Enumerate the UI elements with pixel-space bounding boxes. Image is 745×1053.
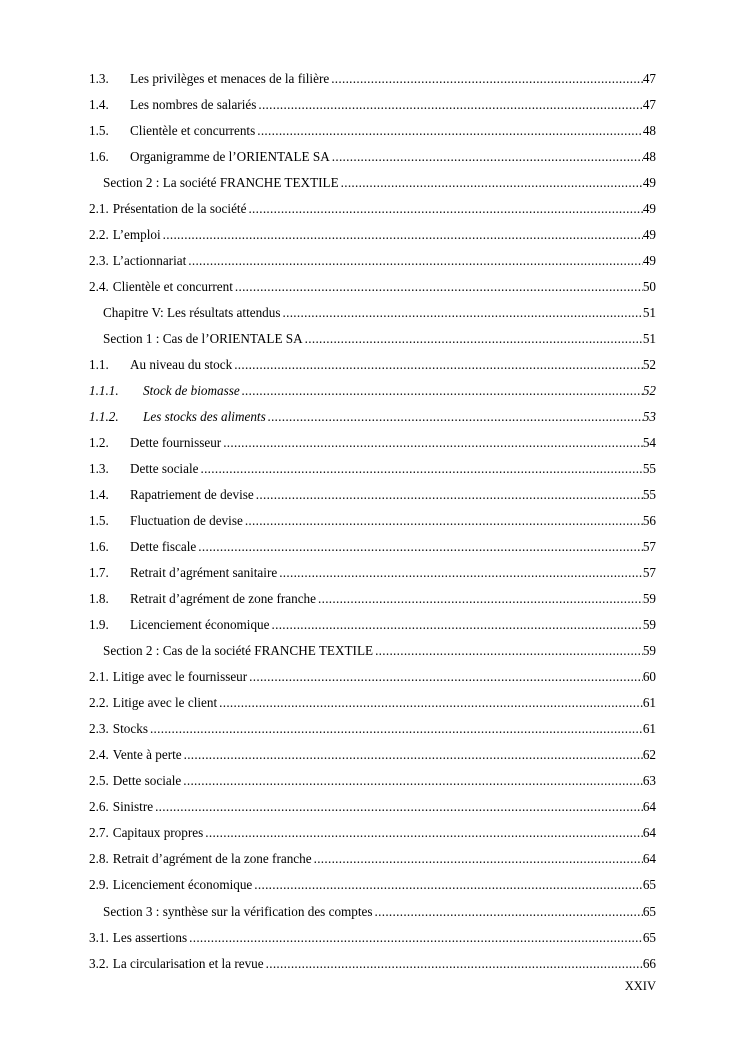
toc-entry-number: 1.1.2. xyxy=(89,409,119,425)
toc-entry[interactable] xyxy=(89,300,656,326)
dot-leader xyxy=(198,539,643,555)
toc-entry-title: Capitaux propres xyxy=(112,825,204,841)
toc-entry-page: 66 xyxy=(642,955,656,971)
toc-entry[interactable] xyxy=(89,170,656,196)
toc-entry-page: 60 xyxy=(642,669,656,685)
toc-entry[interactable] xyxy=(89,118,656,144)
toc-entry-number: 1.5. xyxy=(89,123,109,139)
dot-leader xyxy=(332,149,643,165)
toc-entry[interactable] xyxy=(89,352,656,378)
toc-entry-number: 2.8. xyxy=(89,851,109,867)
toc-entry[interactable] xyxy=(89,66,656,92)
toc-entry[interactable] xyxy=(89,222,656,248)
toc-entry-number: 1.3. xyxy=(89,71,109,86)
toc-entry-page: 48 xyxy=(642,149,656,165)
toc-entry-title: Les privilèges et menaces de la filière xyxy=(130,71,330,86)
toc-entry-page: 50 xyxy=(642,279,656,295)
toc-entry-number: 2.9. xyxy=(89,877,109,893)
toc-entry-page: 64 xyxy=(642,825,656,841)
toc-entry-page: 59 xyxy=(642,643,656,659)
dot-leader xyxy=(183,773,643,789)
toc-entry-title: La circularisation et la revue xyxy=(112,955,264,971)
toc-entry-title: Rapatriement de devise xyxy=(130,487,254,503)
dot-leader xyxy=(258,97,642,113)
dot-leader xyxy=(189,930,643,946)
toc-entry-title: Dette fournisseur xyxy=(130,435,222,451)
toc-entry-title: Retrait d’agrément sanitaire xyxy=(130,565,278,581)
toc-entry-number: 1.4. xyxy=(89,487,109,503)
dot-leader xyxy=(254,877,643,893)
toc-entry-title: Au niveau du stock xyxy=(130,357,233,373)
table-of-contents xyxy=(89,66,656,977)
toc-entry-title: L’actionnariat xyxy=(112,253,187,269)
toc-entry-page: 52 xyxy=(642,357,656,373)
dot-leader xyxy=(150,721,643,737)
toc-entry-page: 61 xyxy=(642,695,656,711)
toc-entry-number: 1.7. xyxy=(89,565,109,581)
toc-entry[interactable] xyxy=(89,274,656,300)
toc-entry-page: 65 xyxy=(642,877,656,893)
toc-entry[interactable] xyxy=(89,456,656,482)
dot-leader xyxy=(249,669,643,685)
dot-leader xyxy=(234,357,643,373)
toc-entry-title: Section 2 : Cas de la société FRANCHE TEXTILE xyxy=(103,643,374,659)
toc-entry-page: 49 xyxy=(642,175,656,191)
dot-leader xyxy=(314,851,643,867)
dot-leader xyxy=(375,643,643,659)
toc-entry-title: Section 2 : La société FRANCHE TEXTILE xyxy=(103,175,339,191)
toc-entry-number: 2.6. xyxy=(89,799,109,815)
toc-entry[interactable] xyxy=(89,690,656,716)
toc-entry-page: 56 xyxy=(642,513,656,529)
toc-entry[interactable] xyxy=(89,846,656,872)
toc-entry-number: 1.2. xyxy=(89,435,109,451)
toc-entry-page: 65 xyxy=(642,929,656,945)
toc-entry[interactable] xyxy=(89,925,656,951)
toc-entry-title: Les assertions xyxy=(112,929,188,945)
toc-entry[interactable] xyxy=(89,794,656,820)
toc-entry-page: 53 xyxy=(642,409,656,425)
toc-entry-title: Organigramme de l’ORIENTALE SA xyxy=(130,149,330,165)
dot-leader xyxy=(155,799,643,815)
toc-entry-title: Les stocks des aliments xyxy=(143,409,266,425)
toc-entry-number: 1.5. xyxy=(89,513,109,529)
toc-entry-title: Litige avec le fournisseur xyxy=(112,669,248,685)
dot-leader xyxy=(184,747,643,763)
toc-entry-number: 1.9. xyxy=(89,617,109,633)
toc-entry-number: 2.2. xyxy=(89,227,109,243)
toc-entry-page: 62 xyxy=(642,747,656,763)
toc-entry-title: Retrait d’agrément de zone franche xyxy=(130,591,316,607)
toc-entry-title: L’emploi xyxy=(112,227,161,243)
dot-leader xyxy=(279,565,643,581)
toc-entry[interactable] xyxy=(89,742,656,768)
toc-entry-page: 64 xyxy=(642,799,656,815)
toc-entry-page: 57 xyxy=(642,539,656,555)
toc-entry[interactable] xyxy=(89,404,656,430)
dot-leader xyxy=(318,591,643,607)
dot-leader xyxy=(223,435,643,451)
dot-leader xyxy=(188,253,643,269)
toc-entry-number: 2.1. xyxy=(89,669,109,685)
dot-leader xyxy=(219,695,643,711)
toc-entry-title: Section 1 : Cas de l’ORIENTALE SA xyxy=(103,331,303,347)
toc-entry-number: 2.4. xyxy=(89,747,109,763)
toc-entry-number: 2.3. xyxy=(89,721,109,737)
toc-entry[interactable] xyxy=(89,899,656,925)
toc-entry-number: 2.7. xyxy=(89,825,109,841)
toc-entry[interactable] xyxy=(89,560,656,586)
toc-entry-page: 63 xyxy=(642,773,656,789)
dot-leader xyxy=(248,201,642,217)
toc-entry-title: Retrait d’agrément de la zone franche xyxy=(112,851,312,867)
toc-entry-title: Dette fiscale xyxy=(130,539,197,555)
toc-entry[interactable] xyxy=(89,430,656,456)
toc-entry-title: Licenciement économique xyxy=(130,617,270,633)
dot-leader xyxy=(266,956,643,972)
dot-leader xyxy=(242,383,643,399)
toc-entry-title: Présentation de la société xyxy=(112,201,247,217)
toc-entry-number: 1.6. xyxy=(89,539,109,555)
toc-entry-number: 2.5. xyxy=(89,773,109,789)
toc-entry[interactable] xyxy=(89,144,656,170)
toc-entry-page: 47 xyxy=(642,71,656,86)
dot-leader xyxy=(235,279,643,295)
toc-entry-page: 51 xyxy=(642,305,656,321)
toc-entry[interactable] xyxy=(89,248,656,274)
toc-entry-title: Clientèle et concurrent xyxy=(112,279,233,295)
toc-entry-number: 2.2. xyxy=(89,695,109,711)
toc-entry-title: Clientèle et concurrents xyxy=(130,123,256,139)
toc-entry-title: Chapitre V: Les résultats attendus xyxy=(103,305,281,321)
toc-entry[interactable] xyxy=(89,196,656,222)
toc-entry-title: Sinistre xyxy=(112,799,154,815)
toc-entry[interactable] xyxy=(89,768,656,794)
dot-leader xyxy=(256,487,643,503)
toc-entry-title: Licenciement économique xyxy=(112,877,253,893)
toc-entry-title: Dette sociale xyxy=(130,461,199,477)
toc-entry-page: 65 xyxy=(642,903,656,919)
dot-leader xyxy=(272,617,643,633)
toc-entry-page: 49 xyxy=(642,227,656,243)
toc-entry-title: Fluctuation de devise xyxy=(130,513,243,529)
toc-entry[interactable] xyxy=(89,872,656,898)
toc-entry[interactable] xyxy=(89,638,656,664)
dot-leader xyxy=(257,123,643,139)
toc-entry-title: Litige avec le client xyxy=(112,695,218,711)
toc-entry[interactable] xyxy=(89,378,656,404)
dot-leader xyxy=(268,409,643,425)
dot-leader xyxy=(341,175,643,191)
toc-entry-page: 49 xyxy=(642,201,656,217)
toc-entry-page: 52 xyxy=(642,383,656,399)
toc-entry[interactable] xyxy=(89,326,656,352)
toc-entry-number: 1.4. xyxy=(89,97,109,113)
toc-entry-title: Les nombres de salariés xyxy=(130,97,257,113)
toc-entry-page: 59 xyxy=(642,591,656,607)
toc-entry-title: Stocks xyxy=(112,721,148,737)
toc-entry-number: 3.2. xyxy=(89,955,109,971)
toc-entry[interactable] xyxy=(89,664,656,690)
toc-entry[interactable] xyxy=(89,508,656,534)
toc-entry[interactable] xyxy=(89,482,656,508)
toc-entry-page: 57 xyxy=(642,565,656,581)
toc-entry[interactable] xyxy=(89,92,656,118)
dot-leader xyxy=(200,461,642,477)
dot-leader xyxy=(163,227,643,243)
toc-entry-number: 2.3. xyxy=(89,253,109,269)
toc-entry-page: 51 xyxy=(642,331,656,347)
page-number: XXIV xyxy=(624,979,656,993)
toc-entry-page: 55 xyxy=(642,461,656,477)
dot-leader xyxy=(305,331,643,347)
toc-entry-page: 64 xyxy=(642,851,656,867)
toc-entry[interactable] xyxy=(89,612,656,638)
toc-entry-number: 2.1. xyxy=(89,201,109,217)
toc-entry-page: 54 xyxy=(642,435,656,451)
toc-entry-title: Vente à perte xyxy=(112,747,182,763)
dot-leader xyxy=(283,305,643,321)
toc-entry-title: Stock de biomasse xyxy=(143,383,240,399)
toc-entry-number: 1.6. xyxy=(89,149,109,165)
dot-leader xyxy=(331,71,643,87)
toc-entry-number: 1.3. xyxy=(89,461,109,477)
toc-entry-number: 1.1. xyxy=(89,357,109,373)
toc-entry[interactable] xyxy=(89,586,656,612)
toc-entry[interactable] xyxy=(89,534,656,560)
toc-entry-title: Dette sociale xyxy=(112,773,182,789)
toc-entry-page: 47 xyxy=(642,97,656,113)
toc-entry-page: 49 xyxy=(642,253,656,269)
dot-leader xyxy=(205,825,643,841)
toc-entry-page: 59 xyxy=(642,617,656,633)
toc-entry[interactable] xyxy=(89,820,656,846)
toc-entry-number: 1.8. xyxy=(89,591,109,607)
dot-leader xyxy=(375,904,643,920)
dot-leader xyxy=(245,513,643,529)
toc-entry[interactable] xyxy=(89,716,656,742)
toc-entry-page: 48 xyxy=(642,123,656,139)
toc-entry-page: 55 xyxy=(642,487,656,503)
toc-entry-number: 3.1. xyxy=(89,929,109,945)
toc-entry-title: Section 3 : synthèse sur la vérification des comptes xyxy=(103,903,373,919)
toc-entry-number: 2.4. xyxy=(89,279,109,295)
toc-entry[interactable] xyxy=(89,951,656,977)
toc-entry-page: 61 xyxy=(642,721,656,737)
toc-entry-number: 1.1.1. xyxy=(89,383,119,399)
